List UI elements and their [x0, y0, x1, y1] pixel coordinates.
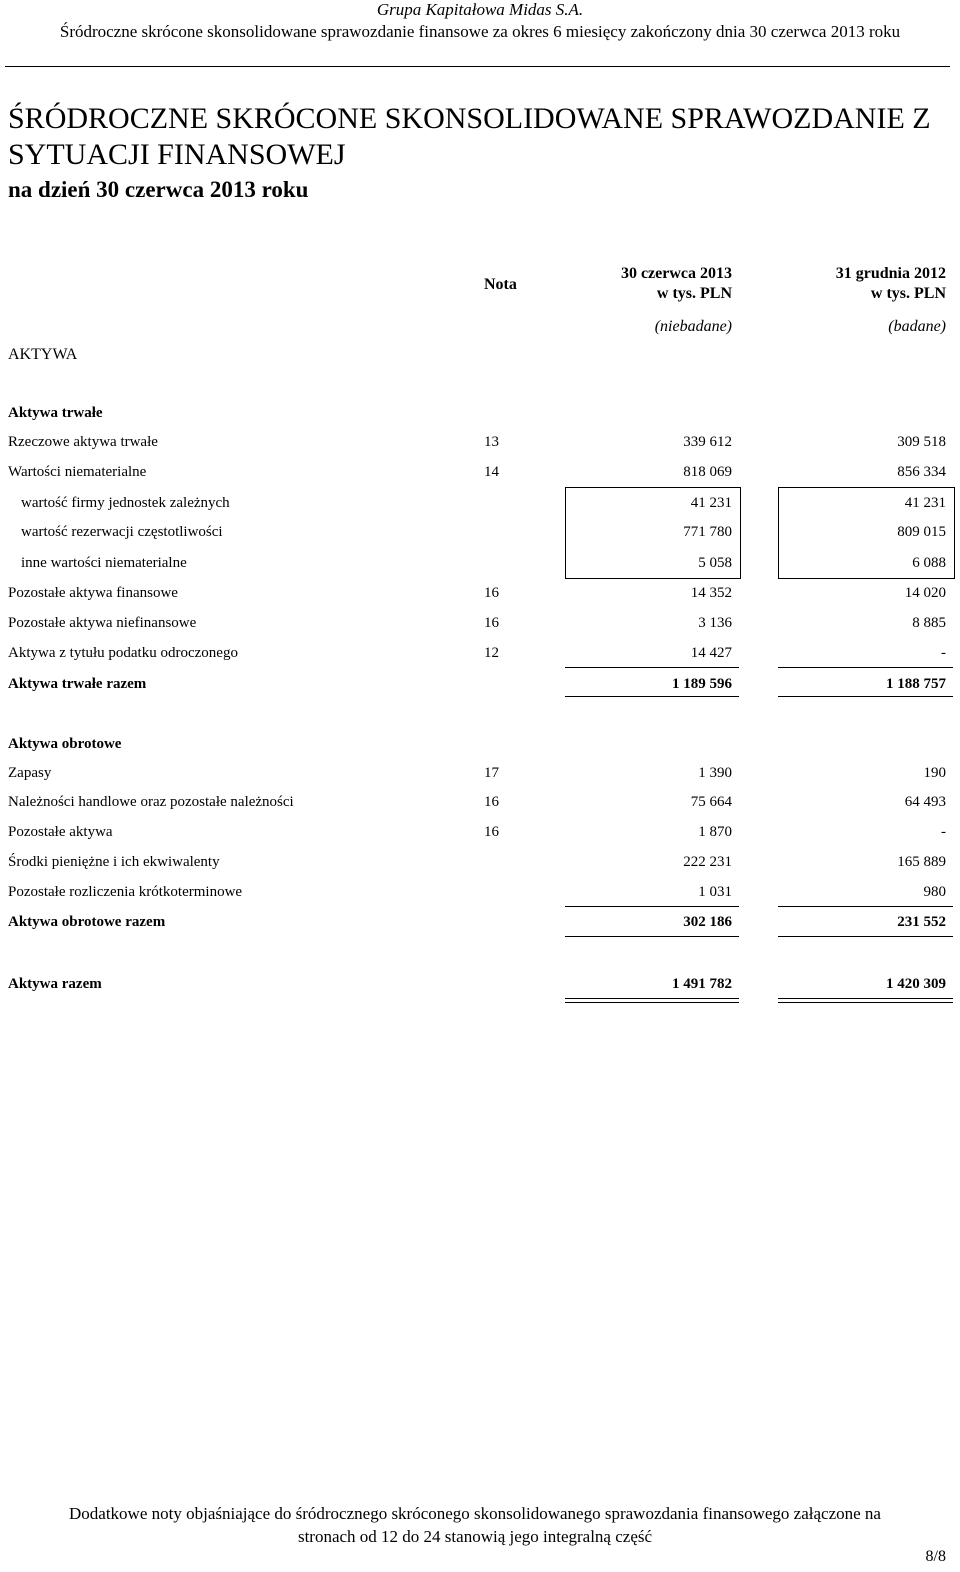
row-label: wartość rezerwacji częstotliwości [21, 524, 223, 540]
row-label: Należności handlowe oraz pozostałe należności [8, 794, 294, 810]
footer-note-line2: stronach od 12 do 24 stanowią jego integralną część [297, 1527, 653, 1546]
row-label-total: Aktywa trwałe razem [8, 676, 147, 692]
row-label: Zapasy [8, 765, 52, 781]
row-label: Środki pieniężne i ich ekwiwalenty [8, 854, 220, 870]
column-header-2012-date: 31 grudnia 2012 [835, 265, 946, 282]
row-value-2012: 41 231 [904, 495, 946, 511]
row-value-2012-grand-total: 1 420 309 [886, 976, 946, 992]
row-nota: 13 [484, 434, 499, 450]
row-nota: 16 [484, 824, 499, 840]
header-rule [5, 66, 950, 67]
row-label: Pozostałe aktywa finansowe [8, 585, 178, 601]
row-value-2013: 339 612 [683, 434, 732, 450]
column-header-2012-audit: (badane) [888, 318, 946, 335]
header-company: Grupa Kapitałowa Midas S.A. [376, 0, 584, 19]
header-subtitle: Śródroczne skrócone skonsolidowane sprawozdanie finansowe za okres 6 miesięcy zakończony dnia 30 czerwca 2013 roku [59, 22, 901, 41]
row-value-2012: 6 088 [912, 555, 946, 571]
row-nota: 12 [484, 645, 499, 661]
row-value-2012: 64 493 [904, 794, 946, 810]
grand-total-double-rule [778, 998, 953, 1003]
row-value-2012: 809 015 [897, 524, 946, 540]
row-label: inne wartości niematerialne [21, 555, 187, 571]
row-value-2012: 14 020 [904, 585, 946, 601]
column-header-nota: Nota [484, 276, 517, 293]
row-value-2012: 856 334 [897, 464, 946, 480]
column-header-2013-date: 30 czerwca 2013 [620, 265, 732, 282]
row-value-2013: 1 390 [698, 765, 732, 781]
row-nota: 14 [484, 464, 499, 480]
row-value-2012: 309 518 [897, 434, 946, 450]
row-value-2013: 14 427 [690, 645, 732, 661]
row-label: Wartości niematerialne [8, 464, 147, 480]
page-title-line2: SYTUACJI FINANSOWEJ [8, 138, 346, 171]
footer-note-line1: Dodatkowe noty objaśniające do śródrocznego skróconego skonsolidowanego sprawozdania finansowego załączone na [69, 1504, 881, 1523]
column-header-2013-audit: (niebadane) [654, 318, 732, 335]
row-value-2013-total: 1 189 596 [672, 676, 732, 692]
total-rule [565, 696, 739, 697]
column-header-2012-unit: w tys. PLN [870, 285, 946, 302]
subtotal-rule [778, 667, 953, 668]
total-rule [565, 936, 739, 937]
row-value-2012: 8 885 [912, 615, 946, 631]
row-nota: 16 [484, 615, 499, 631]
row-label: Aktywa trwałe [8, 405, 103, 421]
row-value-2012: 190 [923, 765, 946, 781]
subtotal-rule [565, 667, 739, 668]
row-label: Aktywa obrotowe [8, 736, 122, 752]
statement-date: na dzień 30 czerwca 2013 roku [8, 177, 309, 202]
row-value-2013: 1 870 [698, 824, 732, 840]
row-value-2013: 818 069 [683, 464, 732, 480]
row-value-2013: 75 664 [690, 794, 732, 810]
row-label: Pozostałe aktywa [8, 824, 113, 840]
row-value-2012: 980 [923, 884, 946, 900]
row-value-2013-total: 302 186 [683, 914, 732, 930]
section-aktywa: AKTYWA [8, 346, 78, 363]
row-value-2013: 222 231 [683, 854, 732, 870]
row-value-2013: 1 031 [698, 884, 732, 900]
subtotal-rule [565, 906, 739, 907]
grand-total-double-rule [565, 998, 739, 1003]
row-label: Pozostałe rozliczenia krótkoterminowe [8, 884, 243, 900]
row-value-2013: 3 136 [698, 615, 732, 631]
subtotal-rule [778, 906, 953, 907]
row-nota: 16 [484, 794, 499, 810]
row-label: Aktywa z tytułu podatku odroczonego [8, 645, 238, 661]
column-header-2013-unit: w tys. PLN [656, 285, 732, 302]
row-label-total: Aktywa obrotowe razem [8, 914, 166, 930]
row-value-2013: 14 352 [690, 585, 732, 601]
row-value-2012-total: 231 552 [897, 914, 946, 930]
total-rule [778, 936, 953, 937]
row-value-2013: 5 058 [698, 555, 732, 571]
total-rule [778, 696, 953, 697]
row-nota: 17 [484, 765, 499, 781]
row-value-2012: - [941, 645, 946, 661]
row-value-2012: - [941, 824, 946, 840]
page-number: 8/8 [925, 1548, 946, 1565]
row-nota: 16 [484, 585, 499, 601]
row-label-grand-total: Aktywa razem [8, 976, 102, 992]
row-label: Pozostałe aktywa niefinansowe [8, 615, 197, 631]
row-value-2012-total: 1 188 757 [886, 676, 946, 692]
row-value-2013-grand-total: 1 491 782 [672, 976, 732, 992]
row-label: wartość firmy jednostek zależnych [21, 495, 230, 511]
row-value-2012: 165 889 [897, 854, 946, 870]
page-title-line1: ŚRÓDROCZNE SKRÓCONE SKONSOLIDOWANE SPRAWOZDANIE Z [8, 102, 931, 135]
row-value-2013: 41 231 [690, 495, 732, 511]
row-label: Rzeczowe aktywa trwałe [8, 434, 158, 450]
row-value-2013: 771 780 [683, 524, 732, 540]
